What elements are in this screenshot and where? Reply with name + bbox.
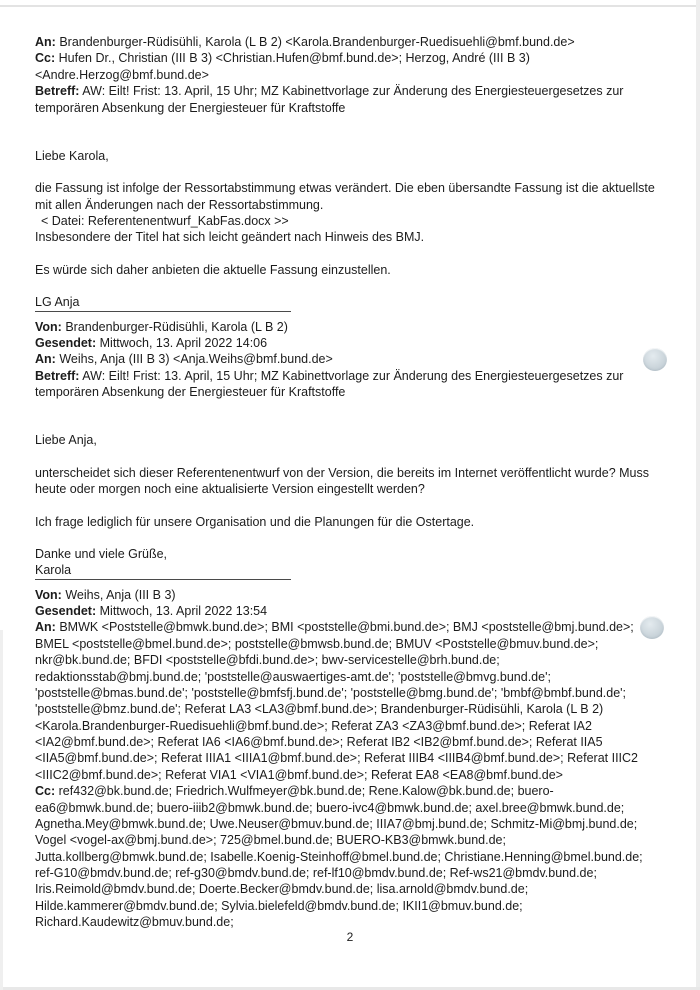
greeting: Liebe Karola, <box>35 148 109 163</box>
field-label-an: An: <box>35 35 56 49</box>
message-separator-line <box>35 311 291 312</box>
scan-artifact-right-edge <box>696 0 700 990</box>
header-line-gesendet <box>35 335 663 351</box>
message-separator-line <box>35 579 291 580</box>
scan-artifact-top-edge <box>0 5 700 7</box>
field-label-von: Von: <box>35 587 62 602</box>
body-paragraph: Insbesondere der Titel hat sich leicht geändert nach Hinweis des BMJ. <box>35 230 425 245</box>
header-line-cc-recipient-list <box>35 783 663 930</box>
signoff-name: Karola <box>35 563 72 578</box>
header-line-betreff <box>35 368 663 401</box>
field-value-an: Weihs, Anja (III B 3) <Anja.Weihs@bmf.bund.de> <box>59 352 333 367</box>
greeting: Liebe Anja, <box>35 433 97 448</box>
header-line-an <box>35 351 663 367</box>
field-label-an: An: <box>35 620 56 635</box>
header-line-von <box>35 587 663 603</box>
field-value-von: Brandenburger-Rüdisühli, Karola (L B 2) <box>65 319 288 334</box>
reply-header-block <box>35 34 663 116</box>
body-paragraph: unterscheidet sich dieser Referentenentwurf von der Version, die bereits im Internet veröffentlicht wurde? Muss heute oder morgen noch eine aktualisierte Version eingestellt werden? <box>35 465 649 497</box>
header-line-cc <box>35 50 663 83</box>
page-number: 2 <box>346 930 354 945</box>
field-label-cc: Cc: <box>35 51 56 66</box>
quoted-message-2-header <box>35 319 663 401</box>
message-body-1 <box>35 148 663 311</box>
signoff: LG Anja <box>35 295 80 310</box>
field-label-gesendet: Gesendet: <box>35 335 97 350</box>
field-value-betreff: AW: Eilt! Frist: 13. April, 15 Uhr; MZ Kabinettvorlage zur Änderung des Energiesteuergesetzes zur temporären Absenkung der Energiesteuer für Kraftstoffe <box>35 84 624 115</box>
field-value-an: Brandenburger-Rüdisühli, Karola (L B 2) <Karola.Brandenburger-Ruedisuehli@bmf.bund.de> <box>59 35 575 49</box>
quoted-message-3-header <box>35 587 663 931</box>
message-body-2 <box>35 432 663 578</box>
header-line-an-recipient-list <box>35 619 663 783</box>
header-line-an <box>35 34 663 50</box>
field-value-von: Weihs, Anja (III B 3) <box>65 587 176 602</box>
header-line-von <box>35 319 663 335</box>
field-value-gesendet: Mittwoch, 13. April 2022 14:06 <box>99 335 268 350</box>
field-label-an: An: <box>35 352 56 367</box>
body-paragraph: die Fassung ist infolge der Ressortabstimmung etwas verändert. Die eben übersandte Fassung ist die aktuellste mit allen Änderungen nach der Ressortabstimmung. <box>35 181 655 212</box>
header-line-gesendet <box>35 603 663 619</box>
field-label-gesendet: Gesendet: <box>35 604 97 618</box>
body-paragraph: Ich frage lediglich für unsere Organisation und die Planungen für die Ostertage. <box>35 514 475 529</box>
field-value-cc: ref432@bk.bund.de; Friedrich.Wulfmeyer@bk.bund.de; Rene.Kalow@bk.bund.de; buero-ea6@bmwk.bund.de; buero-iiib2@bmwk.bund.de; buero-ivc4@bmwk.bund.de; axel.bree@bmwk.bund.de; Agnetha.Mey@bmwk.bund.de; Uwe.Neuser@bmuv.bund.de; IIIA7@bmj.bund.de; Schmitz-Mi@bmj.bund.de; Vogel <vogel-ax@bmj.bund.de>; 725@bmel.bund.de; BUERO-KB3@bmwk.bund.de; Jutta.kollberg@bmwk.bund.de; Isabelle.Koenig-Steinhoff@bmel.bund.de; Christiane.Henning@bmel.bund.de; ref-G10@bmdv.bund.de; ref-g30@bmdv.bund.de; ref-lf10@bmdv.bund.de; Ref-ws21@bmdv.bund.de; Iris.Reimold@bmdv.bund.de; Doerte.Becker@bmdv.bund.de; lisa.arnold@bmdv.bund.de; Hilde.kammerer@bmdv.bund.de; Sylvia.bielefeld@bmdv.bund.de; IKII1@bmuv.bund.de; Richard.Kaudewitz@bmuv.bund.de; <box>35 784 643 930</box>
field-label-betreff: Betreff: <box>35 368 80 383</box>
field-value-gesendet: Mittwoch, 13. April 2022 13:54 <box>99 604 268 618</box>
field-label-von: Von: <box>35 319 62 334</box>
signoff: Danke und viele Grüße, <box>35 546 168 561</box>
field-label-cc: Cc: <box>35 784 56 799</box>
field-label-betreff: Betreff: <box>35 84 80 99</box>
field-value-betreff: AW: Eilt! Frist: 13. April, 15 Uhr; MZ Kabinettvorlage zur Änderung des Energiesteuergesetzes zur temporären Absenkung der Energiesteuer für Kraftstoffe <box>35 368 624 399</box>
attachment-reference: < Datei: Referentenentwurf_KabFas.docx >> <box>41 214 289 228</box>
field-value-an: BMWK <Poststelle@bmwk.bund.de>; BMI <poststelle@bmi.bund.de>; BMJ <poststelle@bmj.bund.de>; BMEL <poststelle@bmel.bund.de>; poststelle@bmwsb.bund.de; BMUV <Poststelle@bmuv.bund.de>; nkr@bk.bund.de; BFDI <poststelle@bfdi.bund.de>; bwv-servicestelle@brh.bund.de; redaktionsstab@bmj.bund.de; 'poststelle@auswaertiges-amt.de'; 'poststelle@bmvg.bund.de'; 'poststelle@bmas.bund.de'; 'poststelle@bmfsfj.bund.de'; 'poststelle@bmg.bund.de'; 'bmbf@bmbf.bund.de'; 'poststelle@bmz.bund.de'; Referat LA3 <LA3@bmf.bund.de>; Brandenburger-Rüdisühli, Karola (L B 2) <Karola.Brandenburger-Ruedisuehli@bmf.bund.de>; Referat ZA3 <ZA3@bmf.bund.de>; Referat IA2 <IA2@bmf.bund.de>; Referat IA6 <IA6@bmf.bund.de>; Referat IB2 <IB2@bmf.bund.de>; Referat IIA5 <IIA5@bmf.bund.de>; Referat IIIA1 <IIIA1@bmf.bund.de>; Referat IIIB4 <IIIB4@bmf.bund.de>; Referat IIIC2 <IIIC2@bmf.bund.de>; Referat VIA1 <VIA1@bmf.bund.de>; Referat EA8 <EA8@bmf.bund.de> <box>35 620 638 782</box>
email-thread <box>35 34 663 931</box>
field-value-cc: Hufen Dr., Christian (III B 3) <Christian.Hufen@bmf.bund.de>; Herzog, André (III B 3) <Andre.Herzog@bmf.bund.de> <box>35 51 530 82</box>
body-paragraph: Es würde sich daher anbieten die aktuelle Fassung einzustellen. <box>35 262 391 277</box>
header-line-betreff <box>35 83 663 116</box>
